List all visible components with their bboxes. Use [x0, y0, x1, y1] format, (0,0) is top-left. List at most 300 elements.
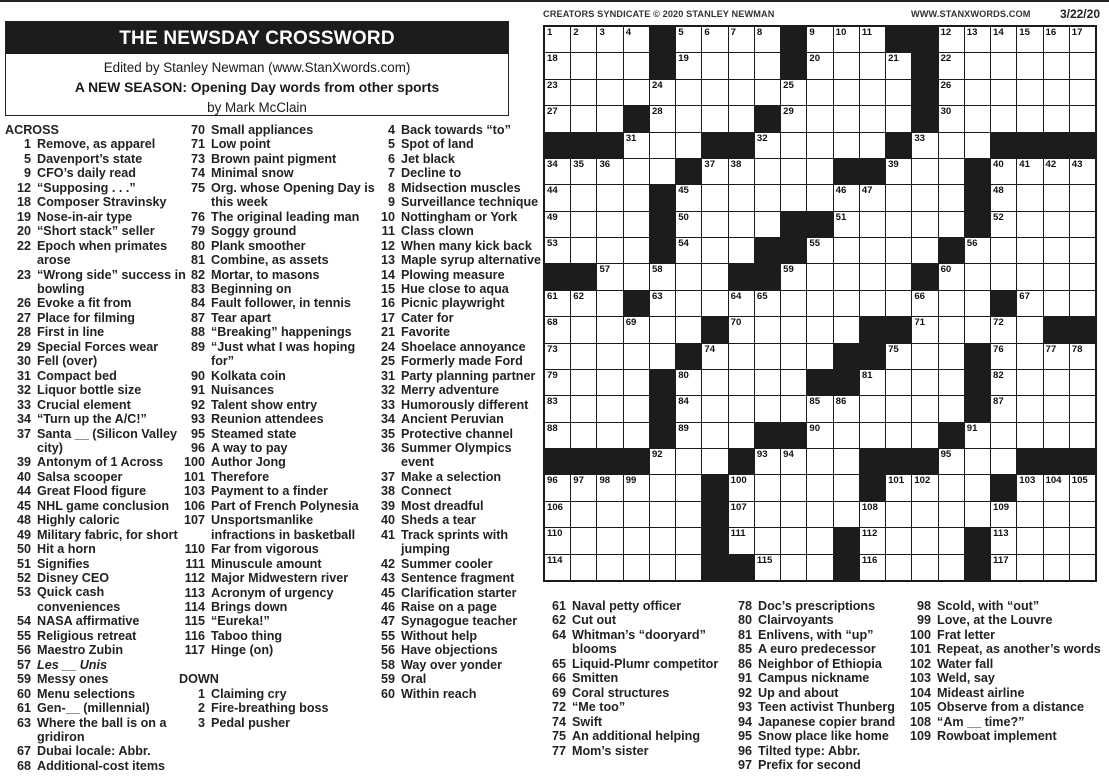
grid-cell[interactable] [1070, 291, 1095, 316]
grid-cell[interactable] [912, 317, 937, 342]
across-clue[interactable] [5, 239, 189, 268]
grid-cell[interactable] [545, 159, 570, 184]
grid-cell[interactable] [571, 396, 596, 421]
grid-cell[interactable] [1070, 53, 1095, 78]
grid-cell[interactable] [597, 80, 622, 105]
down-clue[interactable] [726, 642, 916, 656]
grid-cell[interactable] [650, 502, 675, 527]
grid-cell[interactable] [781, 133, 806, 158]
down-clue[interactable] [369, 571, 544, 585]
down-clue[interactable] [540, 599, 740, 613]
grid-cell[interactable] [965, 317, 990, 342]
grid-cell[interactable] [755, 80, 780, 105]
grid-cell[interactable] [729, 106, 754, 131]
grid-cell[interactable] [624, 423, 649, 448]
down-clue[interactable] [369, 658, 544, 672]
grid-cell[interactable] [860, 27, 885, 52]
grid-cell[interactable] [965, 502, 990, 527]
grid-cell[interactable] [886, 396, 911, 421]
grid-cell[interactable] [912, 528, 937, 553]
grid-cell[interactable] [545, 80, 570, 105]
grid-cell[interactable] [1017, 238, 1042, 263]
across-clue[interactable] [5, 412, 189, 426]
grid-cell[interactable] [886, 528, 911, 553]
grid-cell[interactable] [1017, 106, 1042, 131]
grid-cell[interactable] [912, 291, 937, 316]
grid-cell[interactable] [676, 502, 701, 527]
grid-cell[interactable] [886, 344, 911, 369]
grid-cell[interactable] [991, 159, 1016, 184]
grid-cell[interactable] [807, 317, 832, 342]
across-clue[interactable] [5, 195, 189, 209]
grid-cell[interactable] [729, 475, 754, 500]
down-clue[interactable] [369, 195, 544, 209]
grid-cell[interactable] [650, 159, 675, 184]
grid-cell[interactable] [571, 106, 596, 131]
across-clue[interactable] [5, 513, 189, 527]
down-clue[interactable] [369, 137, 544, 151]
grid-cell[interactable] [571, 53, 596, 78]
grid-cell[interactable] [834, 185, 859, 210]
grid-cell[interactable] [571, 528, 596, 553]
across-clue[interactable] [179, 412, 379, 426]
grid-cell[interactable] [755, 185, 780, 210]
grid-cell[interactable] [545, 291, 570, 316]
grid-cell[interactable] [729, 344, 754, 369]
grid-cell[interactable] [597, 317, 622, 342]
grid-cell[interactable] [912, 370, 937, 395]
down-clue[interactable] [369, 152, 544, 166]
grid-cell[interactable] [571, 159, 596, 184]
grid-cell[interactable] [807, 106, 832, 131]
grid-cell[interactable] [912, 133, 937, 158]
grid-cell[interactable] [571, 291, 596, 316]
grid-cell[interactable] [1070, 555, 1095, 580]
down-clue[interactable] [726, 628, 916, 642]
across-clue[interactable] [5, 499, 189, 513]
grid-cell[interactable] [1017, 264, 1042, 289]
grid-cell[interactable] [702, 264, 727, 289]
grid-cell[interactable] [939, 396, 964, 421]
grid-cell[interactable] [1044, 185, 1069, 210]
grid-cell[interactable] [755, 396, 780, 421]
down-clue[interactable] [905, 657, 1105, 671]
grid-cell[interactable] [1017, 317, 1042, 342]
across-clue[interactable] [179, 210, 379, 224]
down-clue[interactable] [905, 686, 1105, 700]
down-clue[interactable] [369, 123, 544, 137]
across-clue[interactable] [5, 383, 189, 397]
grid-cell[interactable] [702, 159, 727, 184]
grid-cell[interactable] [991, 27, 1016, 52]
down-clue[interactable] [726, 599, 916, 613]
across-clue[interactable] [5, 268, 189, 297]
grid-cell[interactable] [1044, 106, 1069, 131]
grid-cell[interactable] [912, 159, 937, 184]
across-clue[interactable] [179, 268, 379, 282]
grid-cell[interactable] [834, 53, 859, 78]
grid-cell[interactable] [545, 106, 570, 131]
grid-cell[interactable] [1017, 528, 1042, 553]
across-clue[interactable] [179, 311, 379, 325]
grid-cell[interactable] [991, 449, 1016, 474]
down-clue[interactable] [726, 671, 916, 685]
grid-cell[interactable] [886, 212, 911, 237]
down-clue[interactable] [179, 716, 379, 730]
grid-cell[interactable] [1070, 344, 1095, 369]
across-clue[interactable] [179, 455, 379, 469]
grid-cell[interactable] [676, 238, 701, 263]
grid-cell[interactable] [676, 27, 701, 52]
grid-cell[interactable] [676, 185, 701, 210]
grid-cell[interactable] [860, 555, 885, 580]
grid-cell[interactable] [1044, 80, 1069, 105]
across-clue[interactable] [179, 513, 379, 542]
grid-cell[interactable] [912, 344, 937, 369]
grid-cell[interactable] [755, 212, 780, 237]
grid-cell[interactable] [965, 106, 990, 131]
grid-cell[interactable] [1070, 370, 1095, 395]
grid-cell[interactable] [807, 27, 832, 52]
across-clue[interactable] [179, 369, 379, 383]
down-clue[interactable] [369, 557, 544, 571]
grid-cell[interactable] [755, 159, 780, 184]
grid-cell[interactable] [939, 344, 964, 369]
grid-cell[interactable] [807, 475, 832, 500]
grid-cell[interactable] [886, 370, 911, 395]
grid-cell[interactable] [650, 317, 675, 342]
grid-cell[interactable] [702, 423, 727, 448]
grid-cell[interactable] [676, 475, 701, 500]
grid-cell[interactable] [1017, 159, 1042, 184]
grid-cell[interactable] [545, 185, 570, 210]
grid-cell[interactable] [834, 396, 859, 421]
grid-cell[interactable] [545, 396, 570, 421]
grid-cell[interactable] [939, 555, 964, 580]
grid-cell[interactable] [755, 53, 780, 78]
grid-cell[interactable] [702, 449, 727, 474]
grid-cell[interactable] [597, 370, 622, 395]
grid-cell[interactable] [1044, 212, 1069, 237]
grid-cell[interactable] [571, 370, 596, 395]
grid-cell[interactable] [860, 212, 885, 237]
grid-cell[interactable] [1017, 475, 1042, 500]
grid-cell[interactable] [1044, 555, 1069, 580]
across-clue[interactable] [5, 398, 189, 412]
grid-cell[interactable] [991, 80, 1016, 105]
down-clue[interactable] [369, 513, 544, 527]
down-clue[interactable] [369, 296, 544, 310]
across-clue[interactable] [5, 701, 189, 715]
grid-cell[interactable] [991, 502, 1016, 527]
grid-cell[interactable] [1044, 423, 1069, 448]
across-clue[interactable] [179, 427, 379, 441]
down-clue[interactable] [369, 325, 544, 339]
grid-cell[interactable] [1017, 53, 1042, 78]
grid-cell[interactable] [860, 396, 885, 421]
grid-cell[interactable] [1017, 291, 1042, 316]
grid-cell[interactable] [965, 423, 990, 448]
grid-cell[interactable] [912, 396, 937, 421]
grid-cell[interactable] [781, 396, 806, 421]
grid-cell[interactable] [676, 264, 701, 289]
grid-cell[interactable] [702, 106, 727, 131]
grid-cell[interactable] [676, 396, 701, 421]
grid-cell[interactable] [545, 344, 570, 369]
across-clue[interactable] [5, 585, 189, 614]
grid-cell[interactable] [939, 528, 964, 553]
grid-cell[interactable] [807, 449, 832, 474]
down-clue[interactable] [369, 340, 544, 354]
across-clue[interactable] [5, 484, 189, 498]
grid-cell[interactable] [807, 291, 832, 316]
down-clue[interactable] [905, 613, 1105, 627]
grid-cell[interactable] [965, 291, 990, 316]
grid-cell[interactable] [729, 370, 754, 395]
grid-cell[interactable] [624, 502, 649, 527]
grid-cell[interactable] [729, 185, 754, 210]
across-clue[interactable] [5, 427, 189, 456]
grid-cell[interactable] [1070, 159, 1095, 184]
grid-cell[interactable] [755, 475, 780, 500]
across-clue[interactable] [5, 311, 189, 325]
grid-cell[interactable] [729, 238, 754, 263]
grid-cell[interactable] [702, 53, 727, 78]
grid-cell[interactable] [1070, 264, 1095, 289]
down-clue[interactable] [369, 643, 544, 657]
down-clue[interactable] [369, 629, 544, 643]
grid-cell[interactable] [676, 133, 701, 158]
grid-cell[interactable] [860, 370, 885, 395]
across-clue[interactable] [5, 759, 189, 773]
grid-cell[interactable] [834, 449, 859, 474]
grid-cell[interactable] [991, 106, 1016, 131]
grid-cell[interactable] [624, 133, 649, 158]
across-clue[interactable] [179, 614, 379, 628]
across-clue[interactable] [5, 470, 189, 484]
grid-cell[interactable] [597, 423, 622, 448]
grid-cell[interactable] [807, 528, 832, 553]
grid-cell[interactable] [939, 53, 964, 78]
grid-cell[interactable] [939, 159, 964, 184]
grid-cell[interactable] [545, 502, 570, 527]
across-clue[interactable] [5, 455, 189, 469]
grid-cell[interactable] [834, 502, 859, 527]
grid-cell[interactable] [781, 528, 806, 553]
grid-cell[interactable] [1070, 475, 1095, 500]
grid-cell[interactable] [886, 80, 911, 105]
grid-cell[interactable] [939, 80, 964, 105]
grid-cell[interactable] [781, 317, 806, 342]
grid-cell[interactable] [860, 53, 885, 78]
grid-cell[interactable] [807, 264, 832, 289]
grid-cell[interactable] [755, 370, 780, 395]
grid-cell[interactable] [886, 291, 911, 316]
across-clue[interactable] [179, 499, 379, 513]
grid-cell[interactable] [781, 475, 806, 500]
across-clue[interactable] [5, 137, 189, 151]
down-clue[interactable] [369, 224, 544, 238]
grid-cell[interactable] [676, 449, 701, 474]
grid-cell[interactable] [781, 264, 806, 289]
grid-cell[interactable] [939, 449, 964, 474]
grid-cell[interactable] [571, 502, 596, 527]
grid-cell[interactable] [676, 423, 701, 448]
grid-cell[interactable] [597, 291, 622, 316]
grid-cell[interactable] [965, 264, 990, 289]
grid-cell[interactable] [650, 106, 675, 131]
grid-cell[interactable] [912, 475, 937, 500]
down-clue[interactable] [369, 586, 544, 600]
grid-cell[interactable] [1044, 396, 1069, 421]
across-clue[interactable] [179, 340, 379, 369]
down-clue[interactable] [369, 383, 544, 397]
across-clue[interactable] [5, 325, 189, 339]
grid-cell[interactable] [965, 27, 990, 52]
grid-cell[interactable] [624, 475, 649, 500]
across-clue[interactable] [179, 181, 379, 210]
grid-cell[interactable] [1044, 264, 1069, 289]
grid-cell[interactable] [886, 555, 911, 580]
grid-cell[interactable] [834, 475, 859, 500]
grid-cell[interactable] [571, 423, 596, 448]
grid-cell[interactable] [755, 291, 780, 316]
grid-cell[interactable] [702, 291, 727, 316]
grid-cell[interactable] [1017, 80, 1042, 105]
grid-cell[interactable] [676, 80, 701, 105]
grid-cell[interactable] [729, 53, 754, 78]
down-clue[interactable] [540, 628, 740, 657]
grid-cell[interactable] [545, 555, 570, 580]
down-clue[interactable] [369, 528, 544, 557]
grid-cell[interactable] [545, 238, 570, 263]
across-clue[interactable] [179, 470, 379, 484]
down-clue[interactable] [540, 613, 740, 627]
grid-cell[interactable] [1070, 27, 1095, 52]
grid-cell[interactable] [1044, 27, 1069, 52]
grid-cell[interactable] [991, 555, 1016, 580]
grid-cell[interactable] [597, 27, 622, 52]
down-clue[interactable] [540, 700, 740, 714]
grid-cell[interactable] [991, 370, 1016, 395]
grid-cell[interactable] [834, 212, 859, 237]
across-clue[interactable] [179, 600, 379, 614]
down-clue[interactable] [540, 686, 740, 700]
across-clue[interactable] [5, 557, 189, 571]
grid-cell[interactable] [991, 344, 1016, 369]
grid-cell[interactable] [781, 159, 806, 184]
grid-cell[interactable] [624, 370, 649, 395]
across-clue[interactable] [179, 224, 379, 238]
grid-cell[interactable] [807, 159, 832, 184]
across-clue[interactable] [179, 586, 379, 600]
across-clue[interactable] [5, 614, 189, 628]
grid-cell[interactable] [545, 27, 570, 52]
grid-cell[interactable] [571, 80, 596, 105]
grid-cell[interactable] [834, 423, 859, 448]
grid-cell[interactable] [939, 133, 964, 158]
grid-cell[interactable] [834, 27, 859, 52]
down-clue[interactable] [369, 282, 544, 296]
grid-cell[interactable] [571, 344, 596, 369]
grid-cell[interactable] [571, 317, 596, 342]
grid-cell[interactable] [965, 449, 990, 474]
grid-cell[interactable] [1017, 212, 1042, 237]
grid-cell[interactable] [912, 502, 937, 527]
down-clue[interactable] [540, 657, 740, 671]
grid-cell[interactable] [834, 264, 859, 289]
across-clue[interactable] [179, 557, 379, 571]
grid-cell[interactable] [886, 238, 911, 263]
grid-cell[interactable] [886, 475, 911, 500]
grid-cell[interactable] [1017, 344, 1042, 369]
grid-cell[interactable] [860, 80, 885, 105]
grid-cell[interactable] [834, 106, 859, 131]
down-clue[interactable] [369, 210, 544, 224]
across-clue[interactable] [179, 484, 379, 498]
across-clue[interactable] [5, 643, 189, 657]
grid-cell[interactable] [939, 264, 964, 289]
grid-cell[interactable] [729, 502, 754, 527]
grid-cell[interactable] [624, 264, 649, 289]
across-clue[interactable] [5, 528, 189, 542]
grid-cell[interactable] [702, 396, 727, 421]
down-clue[interactable] [540, 744, 740, 758]
grid-cell[interactable] [729, 212, 754, 237]
grid-cell[interactable] [781, 449, 806, 474]
grid-cell[interactable] [781, 185, 806, 210]
down-clue[interactable] [369, 398, 544, 412]
across-clue[interactable] [5, 672, 189, 686]
down-clue[interactable] [905, 599, 1105, 613]
grid-cell[interactable] [545, 317, 570, 342]
grid-cell[interactable] [807, 502, 832, 527]
grid-cell[interactable] [886, 185, 911, 210]
across-clue[interactable] [5, 296, 189, 310]
grid-cell[interactable] [624, 238, 649, 263]
grid-cell[interactable] [1017, 185, 1042, 210]
across-clue[interactable] [5, 210, 189, 224]
grid-cell[interactable] [781, 555, 806, 580]
grid-cell[interactable] [807, 133, 832, 158]
grid-cell[interactable] [1044, 528, 1069, 553]
grid-cell[interactable] [1017, 502, 1042, 527]
down-clue[interactable] [369, 311, 544, 325]
grid-cell[interactable] [991, 396, 1016, 421]
grid-cell[interactable] [597, 396, 622, 421]
grid-cell[interactable] [650, 80, 675, 105]
down-clue[interactable] [369, 181, 544, 195]
grid-cell[interactable] [571, 27, 596, 52]
grid-cell[interactable] [650, 133, 675, 158]
down-clue[interactable] [726, 758, 916, 772]
grid-cell[interactable] [912, 555, 937, 580]
across-clue[interactable] [5, 629, 189, 643]
down-clue[interactable] [905, 671, 1105, 685]
grid-cell[interactable] [597, 475, 622, 500]
grid-cell[interactable] [807, 238, 832, 263]
grid-cell[interactable] [545, 370, 570, 395]
grid-cell[interactable] [1044, 53, 1069, 78]
grid-cell[interactable] [991, 528, 1016, 553]
grid-cell[interactable] [860, 106, 885, 131]
down-clue[interactable] [726, 700, 916, 714]
grid-cell[interactable] [1070, 185, 1095, 210]
grid-cell[interactable] [702, 370, 727, 395]
grid-cell[interactable] [807, 423, 832, 448]
grid-cell[interactable] [545, 528, 570, 553]
across-clue[interactable] [5, 152, 189, 166]
